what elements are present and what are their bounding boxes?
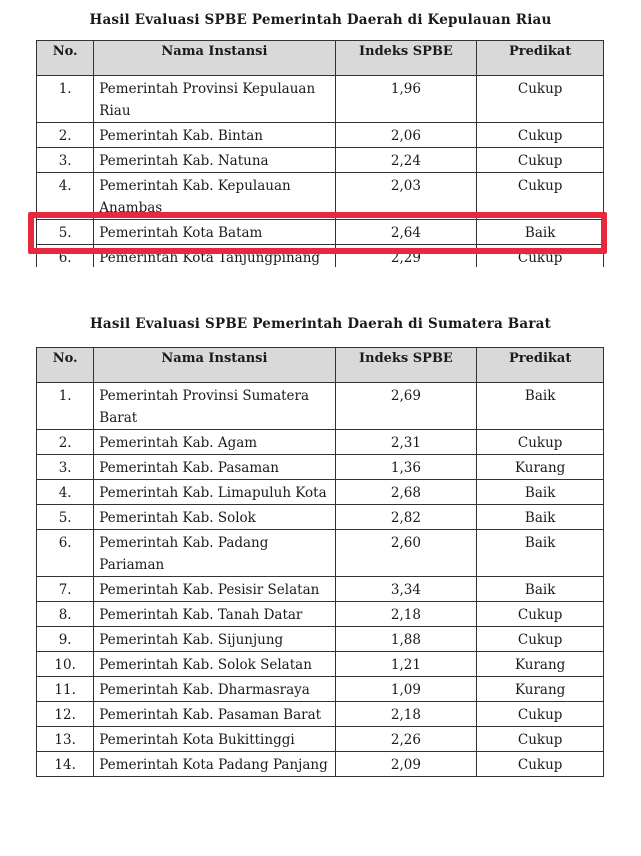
table-row — [37, 455, 604, 480]
cell-predikat: Cukup — [477, 430, 604, 455]
table-row — [37, 245, 604, 268]
header-indeks: Indeks SPBE — [335, 41, 477, 76]
table-row — [37, 383, 604, 430]
cell-indeks: 1,36 — [335, 455, 477, 480]
cell-nama: Pemerintah Kota Batam — [94, 220, 335, 245]
table-row — [37, 727, 604, 752]
cell-indeks: 2,24 — [335, 148, 477, 173]
table-row — [37, 677, 604, 702]
cell-indeks: 2,26 — [335, 727, 477, 752]
table-row — [37, 702, 604, 727]
cell-no: 1. — [37, 383, 94, 430]
table-row — [37, 220, 604, 245]
cell-predikat: Cukup — [477, 123, 604, 148]
header-no: No. — [37, 41, 94, 76]
table-row — [37, 505, 604, 530]
cell-predikat: Baik — [477, 530, 604, 577]
cell-predikat: Baik — [477, 383, 604, 430]
cell-no: 10. — [37, 652, 94, 677]
cell-no: 14. — [37, 752, 94, 777]
cell-predikat: Cukup — [477, 148, 604, 173]
table1-clip — [30, 40, 610, 267]
cell-no: 7. — [37, 577, 94, 602]
cell-nama: Pemerintah Kab. Natuna — [94, 148, 335, 173]
cell-indeks: 1,96 — [335, 76, 477, 123]
cell-nama: Pemerintah Kab. Sijunjung — [94, 627, 335, 652]
cell-nama: Pemerintah Provinsi Sumatera Barat — [94, 383, 335, 430]
cell-indeks: 2,60 — [335, 530, 477, 577]
header-no: No. — [37, 348, 94, 383]
table2-body — [37, 383, 604, 777]
cell-predikat: Baik — [477, 577, 604, 602]
cell-predikat: Cukup — [477, 173, 604, 220]
cell-no: 6. — [37, 530, 94, 577]
table1 — [36, 40, 604, 267]
cell-indeks: 2,68 — [335, 480, 477, 505]
cell-no: 3. — [37, 455, 94, 480]
table2-title: Hasil Evaluasi SPBE Pemerintah Daerah di Sumatera Barat — [89, 316, 552, 332]
cell-indeks: 2,82 — [335, 505, 477, 530]
table2 — [36, 347, 604, 777]
cell-no: 9. — [37, 627, 94, 652]
cell-indeks: 1,21 — [335, 652, 477, 677]
cell-indeks: 2,18 — [335, 602, 477, 627]
header-predikat: Predikat — [477, 348, 604, 383]
cell-predikat: Cukup — [477, 727, 604, 752]
cell-predikat: Cukup — [477, 602, 604, 627]
cell-no: 4. — [37, 173, 94, 220]
header-nama: Nama Instansi — [94, 41, 335, 76]
cell-indeks: 1,09 — [335, 677, 477, 702]
header-indeks: Indeks SPBE — [335, 348, 477, 383]
cell-no: 4. — [37, 480, 94, 505]
cell-nama: Pemerintah Kab. Tanah Datar — [94, 602, 335, 627]
table1-title: Hasil Evaluasi SPBE Pemerintah Daerah di Kepulauan Riau — [89, 12, 552, 28]
cell-no: 2. — [37, 123, 94, 148]
cell-no: 6. — [37, 245, 94, 268]
table-row — [37, 430, 604, 455]
cell-nama: Pemerintah Kab. Bintan — [94, 123, 335, 148]
cell-no: 13. — [37, 727, 94, 752]
cell-predikat: Cukup — [477, 702, 604, 727]
cell-nama: Pemerintah Provinsi Kepulauan Riau — [94, 76, 335, 123]
cell-nama: Pemerintah Kab. Agam — [94, 430, 335, 455]
cell-predikat: Kurang — [477, 677, 604, 702]
table2-header-row — [37, 348, 604, 383]
cell-no: 2. — [37, 430, 94, 455]
table-row — [37, 752, 604, 777]
cell-no: 8. — [37, 602, 94, 627]
cell-no: 12. — [37, 702, 94, 727]
table-row — [37, 602, 604, 627]
cell-indeks: 2,31 — [335, 430, 477, 455]
cell-indeks: 1,88 — [335, 627, 477, 652]
header-nama: Nama Instansi — [94, 348, 335, 383]
cell-nama: Pemerintah Kota Tanjungpinang — [94, 245, 335, 268]
table-row — [37, 173, 604, 220]
cell-indeks: 3,34 — [335, 577, 477, 602]
cell-predikat: Kurang — [477, 652, 604, 677]
cell-predikat: Baik — [477, 220, 604, 245]
cell-no: 3. — [37, 148, 94, 173]
cell-no: 1. — [37, 76, 94, 123]
cell-nama: Pemerintah Kota Padang Panjang — [94, 752, 335, 777]
table1-body — [37, 76, 604, 268]
cell-predikat: Cukup — [477, 245, 604, 268]
table1-header-row — [37, 41, 604, 76]
table-row — [37, 76, 604, 123]
cell-nama: Pemerintah Kab. Solok — [94, 505, 335, 530]
cell-indeks: 2,06 — [335, 123, 477, 148]
cell-nama: Pemerintah Kab. Solok Selatan — [94, 652, 335, 677]
header-predikat: Predikat — [477, 41, 604, 76]
cell-predikat: Cukup — [477, 76, 604, 123]
cell-predikat: Cukup — [477, 752, 604, 777]
table-row — [37, 148, 604, 173]
cell-indeks: 2,03 — [335, 173, 477, 220]
cell-nama: Pemerintah Kab. Pasaman — [94, 455, 335, 480]
cell-predikat: Cukup — [477, 627, 604, 652]
cell-nama: Pemerintah Kab. Pasaman Barat — [94, 702, 335, 727]
cell-nama: Pemerintah Kab. Dharmasraya — [94, 677, 335, 702]
table-row — [37, 123, 604, 148]
cell-indeks: 2,29 — [335, 245, 477, 268]
table-row — [37, 627, 604, 652]
cell-predikat: Kurang — [477, 455, 604, 480]
cell-nama: Pemerintah Kota Bukittinggi — [94, 727, 335, 752]
cell-no: 11. — [37, 677, 94, 702]
table-row — [37, 530, 604, 577]
cell-indeks: 2,64 — [335, 220, 477, 245]
cell-nama: Pemerintah Kab. Pesisir Selatan — [94, 577, 335, 602]
table-row — [37, 652, 604, 677]
cell-predikat: Baik — [477, 505, 604, 530]
table-row — [37, 480, 604, 505]
cell-nama: Pemerintah Kab. Limapuluh Kota — [94, 480, 335, 505]
cell-nama: Pemerintah Kab. Padang Pariaman — [94, 530, 335, 577]
cell-nama: Pemerintah Kab. Kepulauan Anambas — [94, 173, 335, 220]
cell-indeks: 2,18 — [335, 702, 477, 727]
cell-indeks: 2,69 — [335, 383, 477, 430]
cell-no: 5. — [37, 505, 94, 530]
table-row — [37, 577, 604, 602]
cell-predikat: Baik — [477, 480, 604, 505]
cell-no: 5. — [37, 220, 94, 245]
cell-indeks: 2,09 — [335, 752, 477, 777]
